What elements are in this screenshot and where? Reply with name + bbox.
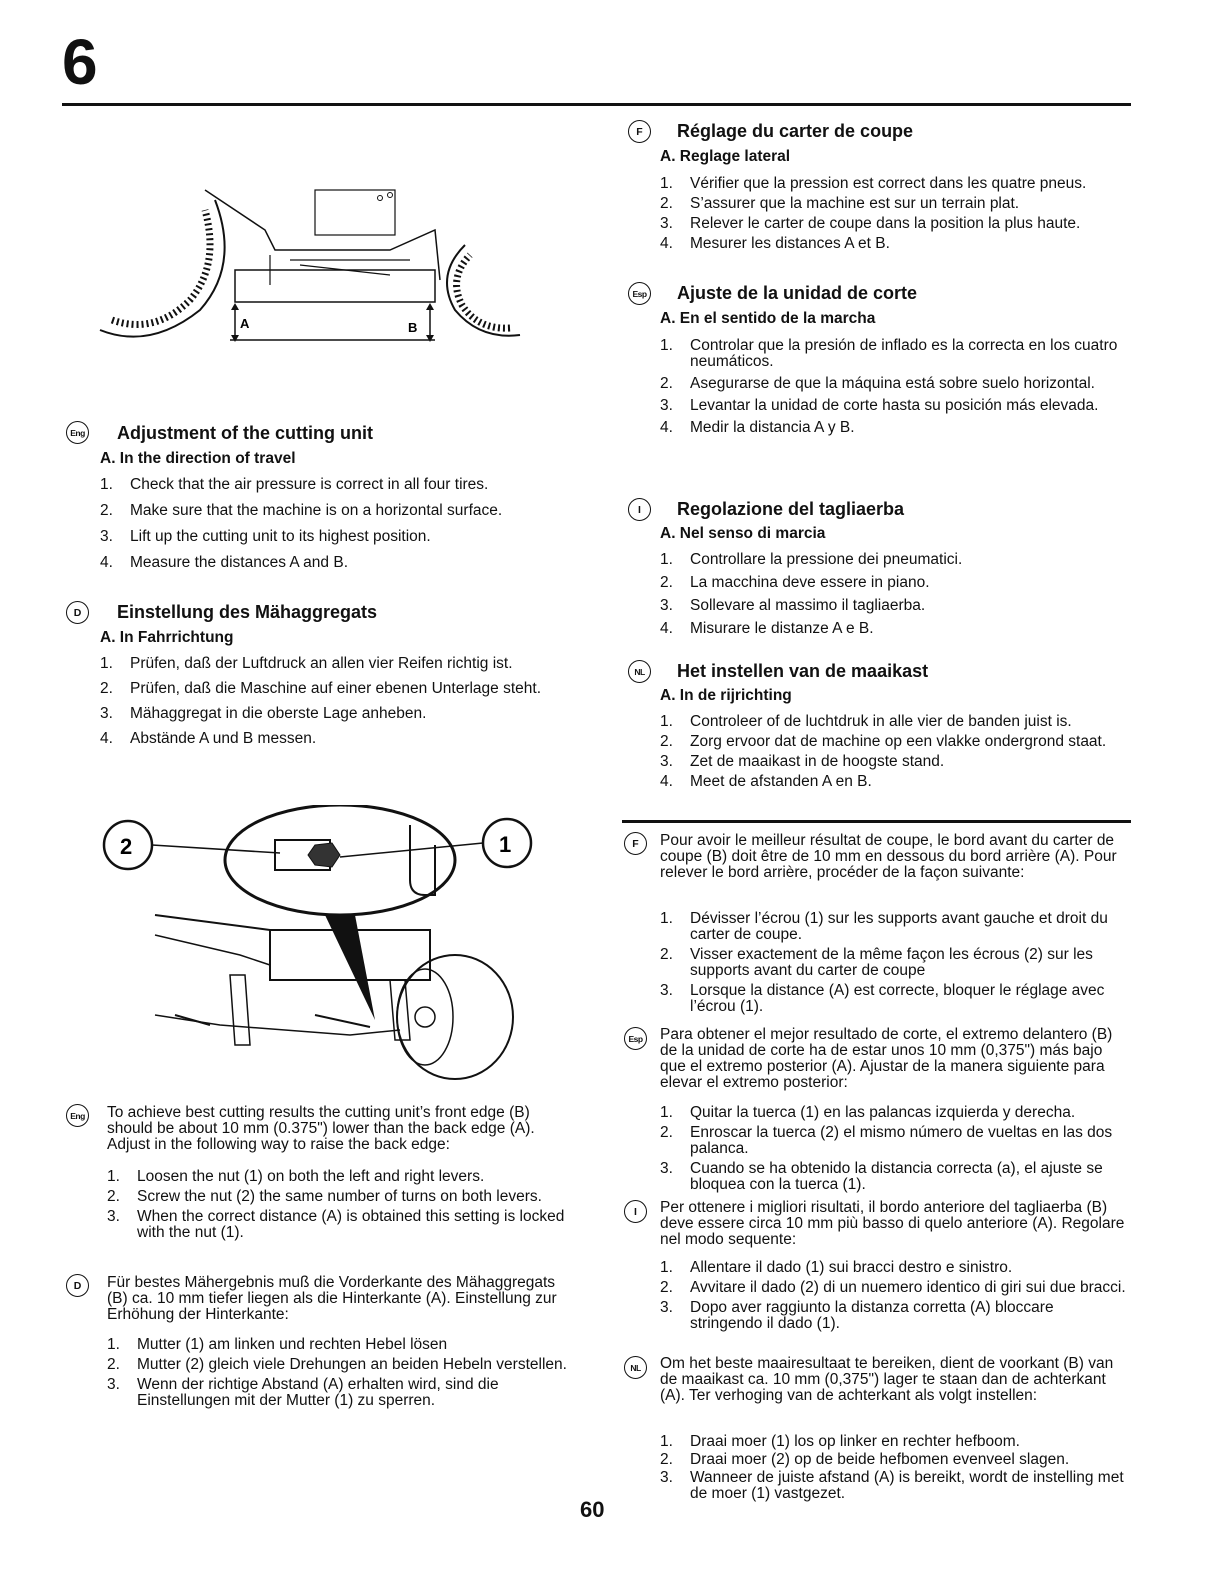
it-steps xyxy=(660,552,1130,641)
list-item: 1. Controllare la pressione dei pneumatici. xyxy=(660,551,963,568)
list-item: 3. Zet de maaikast in de hoogste stand. xyxy=(660,753,945,770)
es-paragraph: Para obtener el mejor resultado de corte, el extremo delantero (B) de la unidad de corte ha de estar unos 10 mm (0,375") más bajo que el extremo posterior (A). Ajustar de la manera siguiente para elevar el extremo posterior: xyxy=(660,1026,1113,1091)
lang-badge-it-2: I xyxy=(624,1200,647,1223)
list-item: 1. Prüfen, daß der Luftdruck an allen vier Reifen richtig ist. xyxy=(100,655,513,672)
chapter-number: 6 xyxy=(62,26,98,98)
lang-badge-fr-2: F xyxy=(624,832,647,855)
en-para-steps xyxy=(107,1169,573,1245)
de-paragraph: Für bestes Mähergebnis muß die Vorderkante des Mähaggregats (B) ca. 10 mm tiefer liegen als die Hinterkante (A). Einstellung zur Erhöhung der Hinterkante: xyxy=(107,1274,557,1323)
en-steps xyxy=(100,477,580,577)
de-subtitle: A. In Fahrrichtung xyxy=(100,629,234,646)
list-item: 3. Dopo aver raggiunto la distanza corretta (A) bloccare stringendo il dado (1). xyxy=(660,1299,1054,1332)
nut-adjustment-illustration xyxy=(100,805,560,1085)
en-subtitle: A. In the direction of travel xyxy=(100,450,296,467)
header-rule xyxy=(62,103,1131,106)
nl-subtitle: A. In de rijrichting xyxy=(660,687,792,704)
list-item: 3. Sollevare al massimo il tagliaerba. xyxy=(660,597,926,614)
list-item: 2. Visser exactement de la même façon les écrous (2) sur les supports avant du carter de coupe xyxy=(660,946,1093,979)
list-item: 3. Wanneer de juiste afstand (A) is bereikt, wordt de instelling met de moer (1) vastgezet. xyxy=(660,1469,1124,1502)
it-subtitle: A. Nel senso di marcia xyxy=(660,525,826,542)
list-item: 2. Draai moer (2) op de beide hefbomen evenveel slagen. xyxy=(660,1451,1070,1468)
list-item: 4. Measure the distances A and B. xyxy=(100,554,348,571)
measure-label-b: B xyxy=(408,320,418,335)
fr-paragraph: Pour avoir le meilleur résultat de coupe, le bord avant du carter de coupe (B) doit être de 10 mm en dessous du bord arrière (A). Pour relever le bord arrière, procéder de la façon suivante: xyxy=(660,832,1117,881)
list-item: 3. Cuando se ha obtenido la distancia correcta (a), el ajuste se bloquea con la tuerca (1). xyxy=(660,1160,1103,1193)
list-item: 1. Allentare il dado (1) sui bracci destro e sinistro. xyxy=(660,1259,1013,1276)
list-item: 3. Levantar la unidad de corte hasta su posición más elevada. xyxy=(660,397,1099,414)
list-item: 3. Lift up the cutting unit to its highest position. xyxy=(100,528,431,545)
list-item: 2. Zorg ervoor dat de machine op een vlakke ondergrond staat. xyxy=(660,733,1107,750)
en-title: Adjustment of the cutting unit xyxy=(117,423,373,443)
lang-badge-de: D xyxy=(66,601,89,624)
lang-badge-es-2: Esp xyxy=(624,1027,647,1050)
list-item: 4. Misurare le distanze A e B. xyxy=(660,620,874,637)
nl-title: Het instellen van de maaikast xyxy=(677,661,929,681)
list-item: 1. Draai moer (1) los op linker en rechter hefboom. xyxy=(660,1433,1020,1450)
list-item: 1. Loosen the nut (1) on both the left and right levers. xyxy=(107,1168,485,1185)
lang-badge-de-2: D xyxy=(66,1274,89,1297)
list-item: 2. Screw the nut (2) the same number of turns on both levers. xyxy=(107,1188,542,1205)
lang-badge-es: Esp xyxy=(628,282,651,305)
list-item: 3. Relever le carter de coupe dans la position la plus haute. xyxy=(660,215,1081,232)
list-item: 2. Make sure that the machine is on a horizontal surface. xyxy=(100,502,503,519)
lang-badge-nl-2: NL xyxy=(624,1356,647,1379)
list-item: 1. Controleer of de luchtdruk in alle vier de banden juist is. xyxy=(660,713,1072,730)
list-item: 2. Asegurarse de que la máquina está sobre suelo horizontal. xyxy=(660,375,1095,392)
de-title: Einstellung des Mähaggregats xyxy=(117,602,378,622)
list-item: 3. Wenn der richtige Abstand (A) erhalten wird, sind die Einstellungen mit der Mutter (1) zu sperren. xyxy=(107,1376,499,1409)
lang-badge-en-2: Eng xyxy=(66,1104,89,1127)
en-paragraph: To achieve best cutting results the cutting unit’s front edge (B) should be about 10 mm (0.375") lower than the back edge (A). Adjust in the following way to raise the back edge: xyxy=(107,1104,535,1153)
list-item: 4. Medir la distancia A y B. xyxy=(660,419,855,436)
es-subtitle: A. En el sentido de la marcha xyxy=(660,310,876,327)
de-para-steps xyxy=(107,1337,573,1413)
list-item: 3. Mähaggregat in die oberste Lage anheben. xyxy=(100,705,427,722)
list-item: 3. When the correct distance (A) is obtained this setting is locked with the nut (1). xyxy=(107,1208,565,1241)
es-steps xyxy=(660,338,1130,442)
es-para-steps xyxy=(660,1105,1130,1197)
de-steps xyxy=(100,656,580,753)
lang-badge-it: I xyxy=(628,498,651,521)
fr-steps xyxy=(660,176,1130,256)
list-item: 3. Lorsque la distance (A) est correcte, bloquer le réglage avec l’écrou (1). xyxy=(660,982,1105,1015)
list-item: 1. Dévisser l’écrou (1) sur les supports avant gauche et droit du carter de coupe. xyxy=(660,910,1108,943)
list-item: 1. Mutter (1) am linken und rechten Hebel lösen xyxy=(107,1336,448,1353)
list-item: 1. Quitar la tuerca (1) en las palancas izquierda y derecha. xyxy=(660,1104,1076,1121)
list-item: 4. Meet de afstanden A en B. xyxy=(660,773,872,790)
list-item: 2. Avvitare il dado (2) di un nuemero identico di giri sui due bracci. xyxy=(660,1279,1126,1296)
callout-2: 2 xyxy=(120,834,133,859)
list-item: 2. Mutter (2) gleich viele Drehungen an beiden Hebeln verstellen. xyxy=(107,1356,567,1373)
list-item: 1. Vérifier que la pression est correct dans les quatre pneus. xyxy=(660,175,1087,192)
list-item: 4. Abstände A und B messen. xyxy=(100,730,317,747)
list-item: 2. S’assurer que la machine est sur un terrain plat. xyxy=(660,195,1020,212)
list-item: 1. Controlar que la presión de inflado es la correcta en los cuatro neumáticos. xyxy=(660,337,1118,370)
it-paragraph: Per ottenere i migliori risultati, il bordo anteriore del tagliaerba (B) deve essere circa 10 mm più basso di quelo anteriore (A). Regolare nel modo sequente: xyxy=(660,1199,1125,1248)
nl-steps xyxy=(660,714,1130,794)
fr-title: Réglage du carter de coupe xyxy=(677,121,914,141)
it-para-steps xyxy=(660,1260,1130,1336)
lang-badge-en: Eng xyxy=(66,421,89,444)
measure-label-a: A xyxy=(240,316,250,331)
list-item: 2. La macchina deve essere in piano. xyxy=(660,574,930,591)
fr-subtitle: A. Reglage lateral xyxy=(660,148,791,165)
deck-measurement-illustration xyxy=(90,160,530,360)
es-title: Ajuste de la unidad de corte xyxy=(677,283,918,303)
fr-para-steps xyxy=(660,911,1130,1019)
nl-paragraph: Om het beste maairesultaat te bereiken, dient de voorkant (B) van de maaikast ca. 10 mm (0,375") lager te staan dan de achterkant (A). Ter verhoging van de achterkant als volgt instellen: xyxy=(660,1355,1114,1404)
column-divider-rule xyxy=(622,820,1131,823)
page-number: 60 xyxy=(580,1497,605,1522)
list-item: 2. Enroscar la tuerca (2) el mismo número de vueltas en las dos palanca. xyxy=(660,1124,1113,1157)
it-title: Regolazione del tagliaerba xyxy=(677,499,905,519)
lang-badge-fr: F xyxy=(628,120,651,143)
nl-para-steps xyxy=(660,1434,1130,1506)
list-item: 1. Check that the air pressure is correct in all four tires. xyxy=(100,476,489,493)
lang-badge-nl: NL xyxy=(628,660,651,683)
callout-1: 1 xyxy=(499,832,512,857)
list-item: 2. Prüfen, daß die Maschine auf einer ebenen Unterlage steht. xyxy=(100,680,542,697)
list-item: 4. Mesurer les distances A et B. xyxy=(660,235,890,252)
